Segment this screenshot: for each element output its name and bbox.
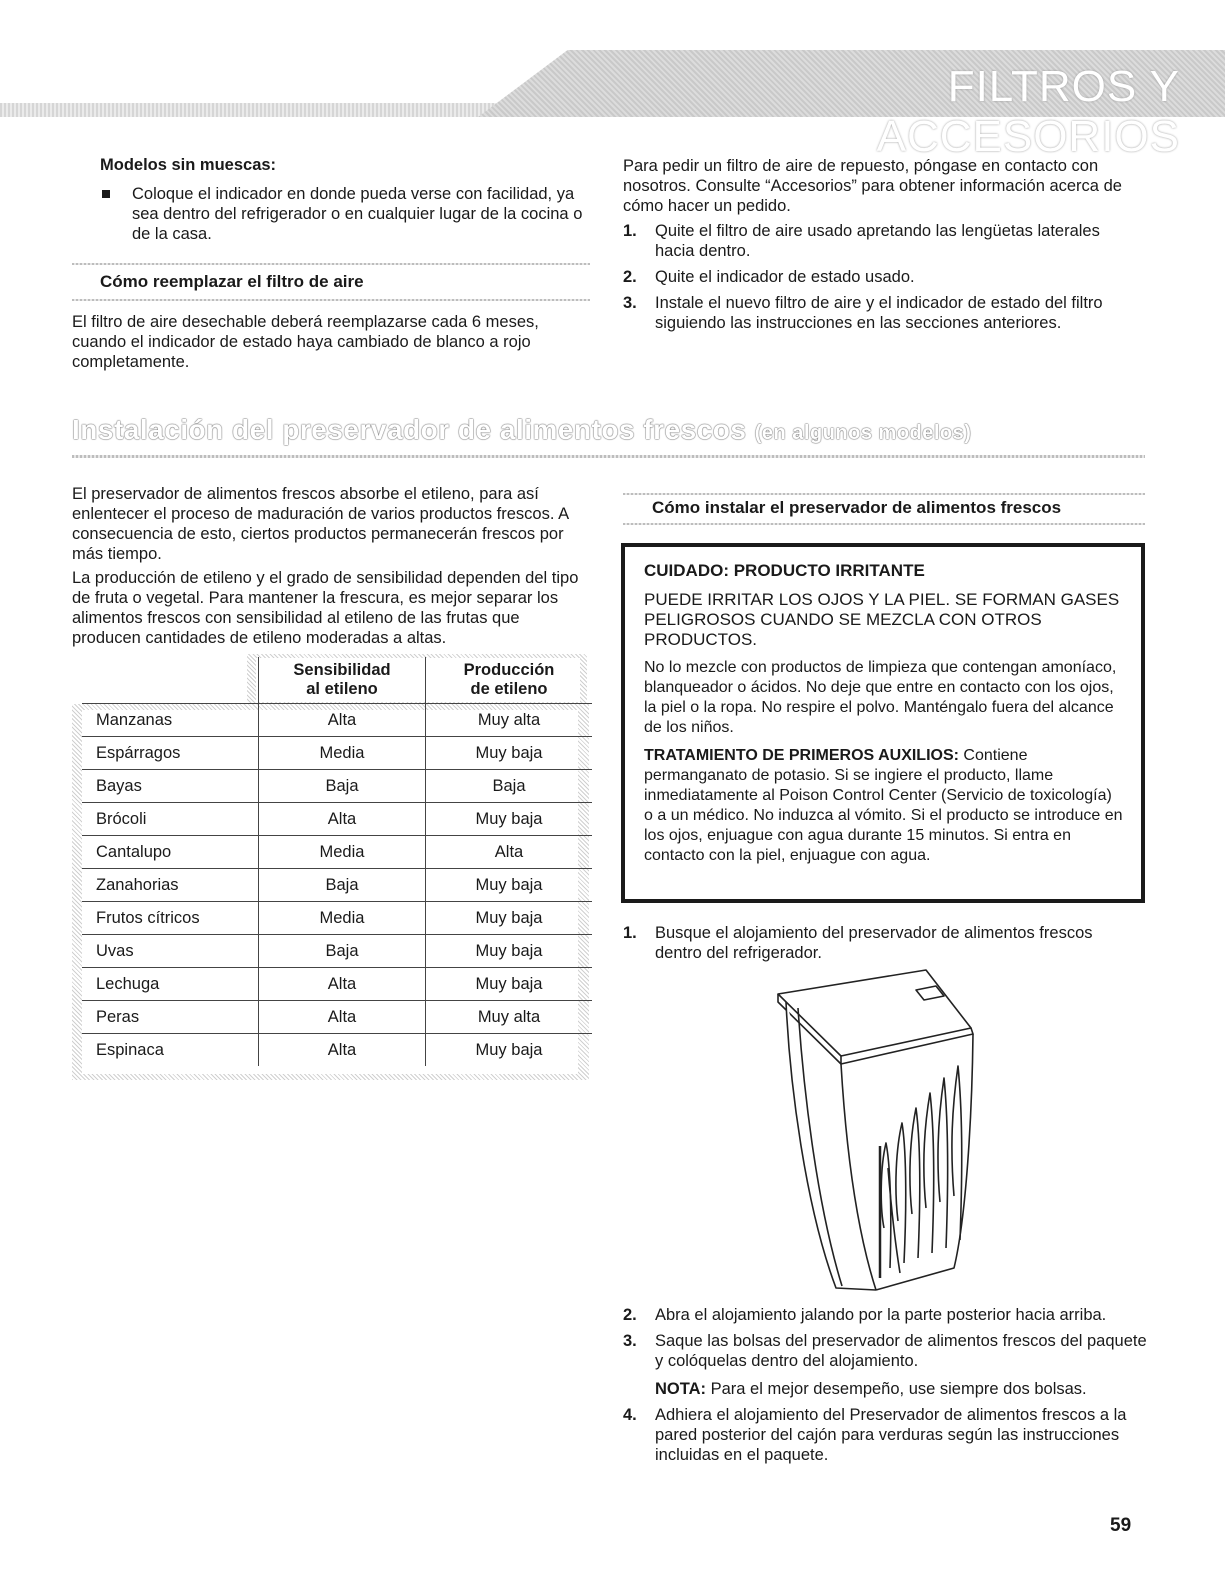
section-divider	[72, 455, 1145, 458]
header-line: Producción	[463, 661, 555, 679]
step-number: 2.	[623, 268, 637, 286]
table-body	[82, 704, 592, 1067]
production-cell: Muy baja	[426, 737, 593, 770]
sensitivity-cell: Media	[259, 902, 426, 935]
header-line: Sensibilidad	[293, 661, 391, 679]
table-row	[82, 704, 592, 737]
section-title-sub: (en algunos modelos)	[754, 422, 972, 444]
install-step-1	[623, 923, 1143, 969]
produce-name: Brócoli	[82, 803, 259, 836]
list-item	[623, 267, 1143, 287]
sensitivity-cell: Alta	[259, 1034, 426, 1067]
table-row	[82, 935, 592, 968]
warning-body: No lo mezcle con productos de limpieza que contengan amoníaco, blanqueador o ácidos. No deje que entre en contacto con los ojos, la piel o la ropa. No respire el polvo. Manténgalo fuera del alcance de los niños.	[644, 659, 1117, 736]
models-block	[100, 156, 590, 175]
divider	[623, 523, 1145, 525]
replace-filter-heading: Cómo reemplazar el filtro de aire	[100, 272, 364, 291]
page-header-title: FILTROS Y ACCESORIOS	[876, 62, 1180, 161]
produce-name: Lechuga	[82, 968, 259, 1001]
bullet-text: Coloque el indicador en donde pueda verse con facilidad, ya sea dentro del refrigerador o en cualquier lugar de la cocina o de la casa.	[132, 185, 583, 243]
step-text: Instale el nuevo filtro de aire y el indicador de estado del filtro siguiendo las instrucciones en las secciones anteriores.	[655, 294, 1103, 332]
warning-title: CUIDADO: PRODUCTO IRRITANTE	[644, 561, 925, 580]
models-bullet-list	[100, 184, 590, 244]
preserver-housing-illustration	[776, 968, 976, 1298]
production-cell: Muy alta	[426, 704, 593, 737]
note	[655, 1379, 1148, 1399]
sensitivity-cell: Alta	[259, 1001, 426, 1034]
section-title	[72, 414, 971, 446]
list-item	[100, 184, 590, 244]
list-item	[623, 1331, 1148, 1399]
step-number: 1.	[623, 924, 637, 942]
sensitivity-cell: Alta	[259, 704, 426, 737]
first-aid-paragraph	[644, 746, 1124, 866]
produce-name: Frutos cítricos	[82, 902, 259, 935]
models-heading: Modelos sin muescas:	[100, 156, 277, 174]
note-label: NOTA:	[655, 1380, 707, 1398]
page-number: 59	[1110, 1515, 1132, 1536]
produce-name: Zanahorias	[82, 869, 259, 902]
divider	[72, 263, 590, 265]
install-steps-list	[623, 1305, 1148, 1471]
table-row	[82, 836, 592, 869]
divider	[623, 493, 1145, 495]
produce-name: Bayas	[82, 770, 259, 803]
produce-name: Peras	[82, 1001, 259, 1034]
step-number: 1.	[623, 222, 637, 240]
filter-steps-list	[623, 221, 1143, 339]
table-row	[82, 1001, 592, 1034]
first-aid-text: Contiene permanganato de potasio. Si se ingiere el producto, llame inmediatamente al Poison Control Center (Servicio de toxicología) o a un médico. No induzca al vómito. Si el producto se introduce en los ojos, enjuague con agua durante 15 minutos. Si entra en contacto con la piel, enjuague con agua.	[644, 747, 1123, 864]
produce-name: Espárragos	[82, 737, 259, 770]
step-number: 4.	[623, 1406, 637, 1424]
step-text: Adhiera el alojamiento del Preservador de alimentos frescos a la pared posterior del cajón para verduras según las instrucciones incluidas en el paquete.	[655, 1406, 1127, 1464]
order-filter-intro: Para pedir un filtro de aire de repuesto, póngase en contacto con nosotros. Consulte “Accesorios” para obtener información acerca de cómo hacer un pedido.	[623, 157, 1122, 215]
sensitivity-cell: Media	[259, 737, 426, 770]
produce-name: Uvas	[82, 935, 259, 968]
table-row	[82, 1034, 592, 1067]
square-bullet-icon	[102, 190, 110, 198]
production-cell: Baja	[426, 770, 593, 803]
list-item	[623, 293, 1143, 333]
list-item	[623, 221, 1143, 261]
table-header-sensitivity	[259, 657, 426, 704]
produce-name: Manzanas	[82, 704, 259, 737]
table-row	[82, 869, 592, 902]
warning-caps: PUEDE IRRITAR LOS OJOS Y LA PIEL. SE FORMAN GASES PELIGROSOS CUANDO SE MEZCLA CON OTROS PRODUCTOS.	[644, 590, 1120, 649]
list-item	[623, 923, 1143, 963]
sensitivity-cell: Media	[259, 836, 426, 869]
step-text: Quite el filtro de aire usado apretando las lengüetas laterales hacia dentro.	[655, 222, 1100, 260]
list-item	[623, 1405, 1148, 1465]
produce-name: Espinaca	[82, 1034, 259, 1067]
step-number: 2.	[623, 1306, 637, 1324]
step-text: Saque las bolsas del preservador de alimentos frescos del paquete y colóquelas dentro del alojamiento.	[655, 1332, 1147, 1370]
step-text: Abra el alojamiento jalando por la parte posterior hacia arriba.	[655, 1306, 1107, 1324]
step-number: 3.	[623, 1332, 637, 1350]
step-number: 3.	[623, 294, 637, 312]
divider	[72, 299, 590, 301]
sensitivity-cell: Baja	[259, 869, 426, 902]
production-cell: Muy baja	[426, 968, 593, 1001]
sensitivity-cell: Baja	[259, 935, 426, 968]
sensitivity-cell: Alta	[259, 803, 426, 836]
table-row	[82, 770, 592, 803]
table-row	[82, 902, 592, 935]
production-cell: Muy baja	[426, 869, 593, 902]
step-text: Quite el indicador de estado usado.	[655, 268, 915, 286]
step-text: Busque el alojamiento del preservador de alimentos frescos dentro del refrigerador.	[655, 924, 1093, 962]
warning-box	[621, 543, 1145, 903]
production-cell: Muy baja	[426, 1034, 593, 1067]
first-aid-label: TRATAMIENTO DE PRIMEROS AUXILIOS:	[644, 747, 959, 764]
ethylene-table	[82, 657, 592, 1066]
table-row	[82, 968, 592, 1001]
ethylene-paragraph: La producción de etileno y el grado de sensibilidad dependen del tipo de fruta o vegetal. Para mantener la frescura, es mejor separar los alimentos frescos con sensibilidad al etileno de las frutas que producen cantidades de etileno moderadas a altas.	[72, 569, 579, 647]
table-row	[82, 803, 592, 836]
sensitivity-cell: Alta	[259, 968, 426, 1001]
install-heading: Cómo instalar el preservador de alimentos frescos	[652, 498, 1062, 517]
production-cell: Muy baja	[426, 902, 593, 935]
list-item	[623, 1305, 1148, 1325]
sensitivity-cell: Baja	[259, 770, 426, 803]
replace-filter-text: El filtro de aire desechable deberá reemplazarse cada 6 meses, cuando el indicador de estado haya cambiado de blanco a rojo completamente.	[72, 313, 539, 371]
note-text: Para el mejor desempeño, use siempre dos bolsas.	[706, 1380, 1087, 1398]
table-header-production	[426, 657, 593, 704]
table-header-row	[82, 657, 592, 704]
production-cell: Muy baja	[426, 803, 593, 836]
production-cell: Muy alta	[426, 1001, 593, 1034]
header-line: al etileno	[306, 680, 378, 698]
header-line: de etileno	[470, 680, 548, 698]
preserver-intro: El preservador de alimentos frescos absorbe el etileno, para así enlentecer el proceso de maduración de varios productos frescos. A consecuencia de esto, ciertos productos permanecerán frescos por más tiempo.	[72, 485, 569, 563]
production-cell: Alta	[426, 836, 593, 869]
table-row	[82, 737, 592, 770]
produce-name: Cantalupo	[82, 836, 259, 869]
section-title-main: Instalación del preservador de alimentos frescos	[72, 414, 747, 445]
warning-content	[644, 561, 1124, 866]
production-cell: Muy baja	[426, 935, 593, 968]
